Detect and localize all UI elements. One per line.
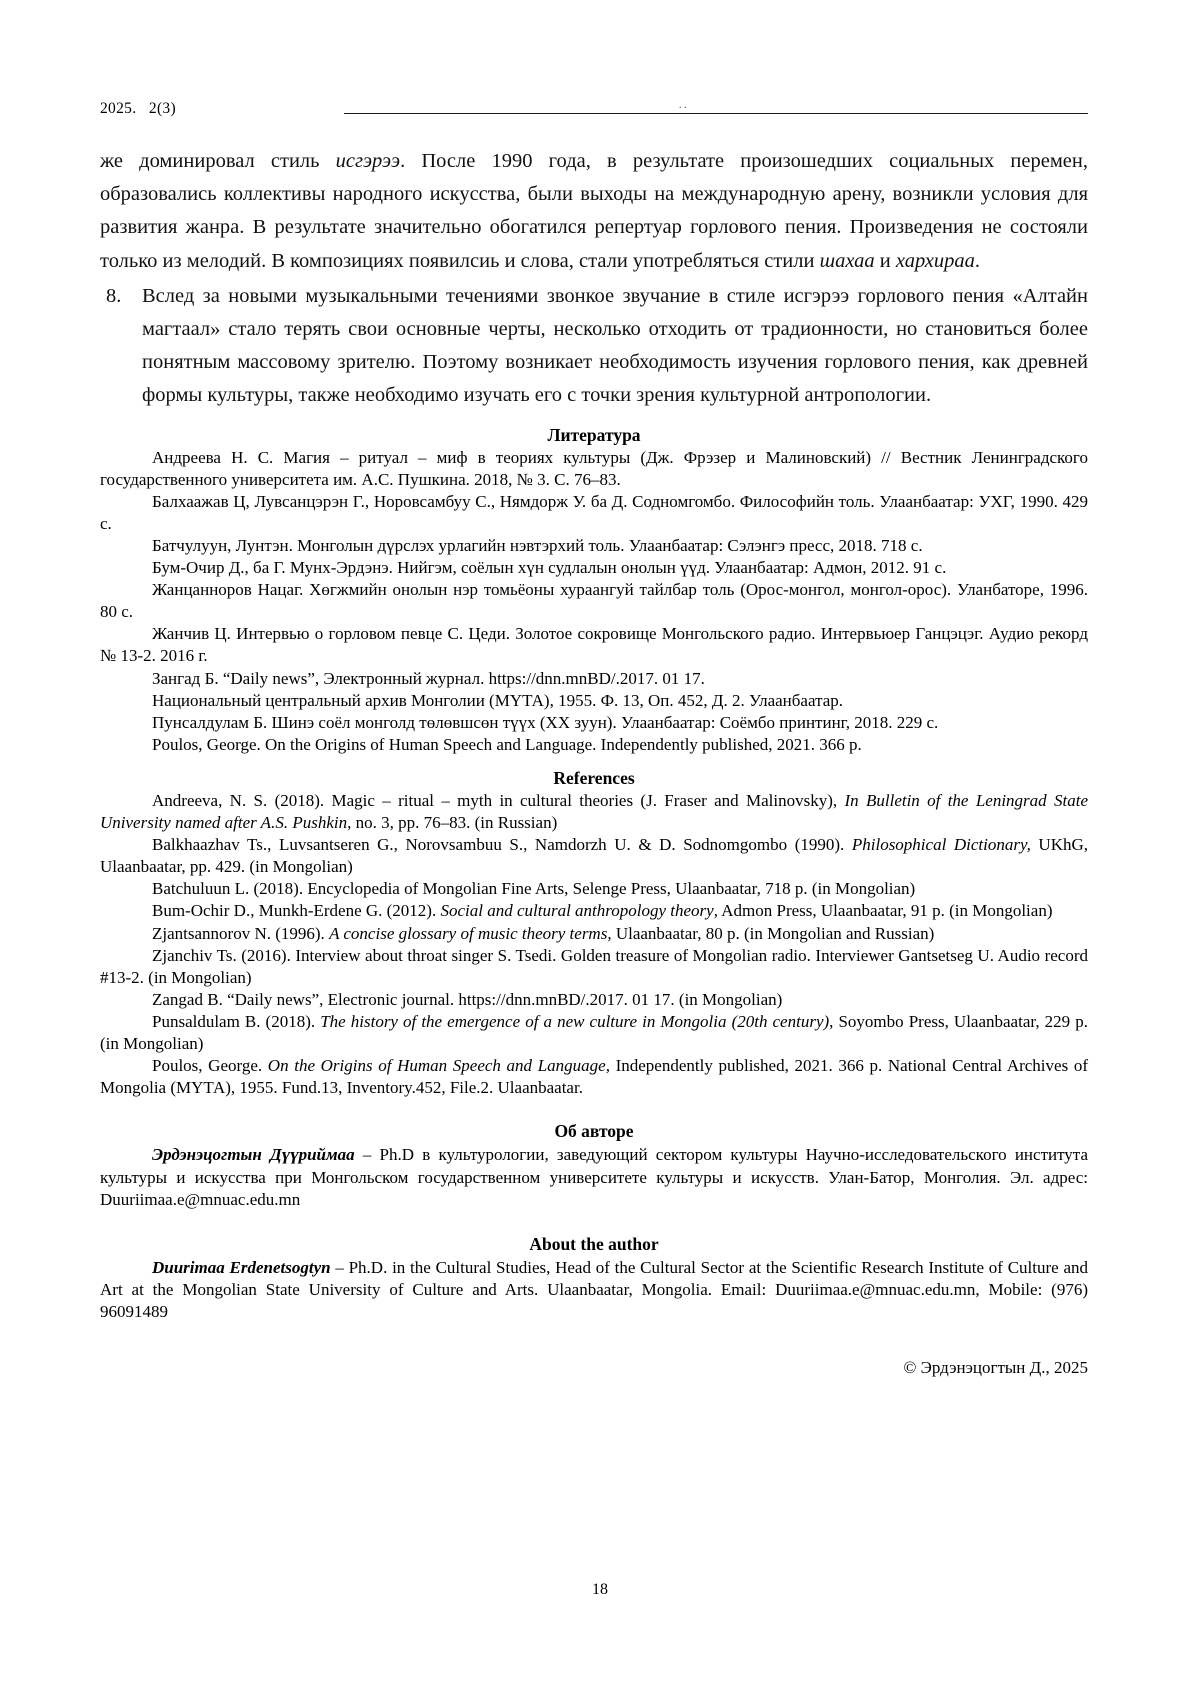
reference-text-tail: Independently published, 2021. 366 p. National Central Archives of Mongolia (МҮТА), 1955. Fund.13, Inventory.452, File.2. Ulaanbaatar. xyxy=(100,1056,1088,1098)
reference-source-italic: Social and cultural anthropology theory xyxy=(440,901,714,921)
reference-text: Balkhaazhav Ts., Luvsantseren G., Norovsambuu S., Namdorzh U. & D. Sodnomgombo (1990). xyxy=(152,835,852,855)
reference-entry xyxy=(100,989,1088,1011)
reference-text-tail: UKhG, Ulaanbaatar, pp. 429. (in Mongolian) xyxy=(100,835,1088,877)
author-name-ru: Эрдэнэцогтын Дүүриймаа xyxy=(152,1145,355,1165)
italic-term-shahaa: шахаа xyxy=(819,249,875,272)
author-bio-en: – Ph.D. in the Cultural Studies, Head of the Cultural Sector at the Scientific Research Institute of Culture and Art at the Mongolian State University of Culture and Arts. Ulaanbaatar, Mongolia. Email: Duuriimaa.e@mnuac.edu.mn, Mobile: (976) 96091489 xyxy=(100,1257,1089,1322)
page-number: 18 xyxy=(592,1581,608,1598)
reference-text: Zangad B. “Daily news”, Electronic journal. https://dnn.mnBD/.2017. 01 17. (in Mongolian) xyxy=(152,989,783,1009)
reference-entry: Национальный центральный архив Монголии (МҮТА), 1955. Ф. 13, Оп. 452, Д. 2. Улаанбаатар. xyxy=(152,690,844,710)
reference-text: Zjanchiv Ts. (2016). Interview about throat singer S. Tsedi. Golden treasure of Mongolian radio. Interviewer Gantsetseg U. Audio record #13-2. (in Mongolian) xyxy=(100,945,1088,987)
list-item-text: Вслед за новыми музыкальными течениями звонкое звучание в стиле исгэрээ горлового пения «Алтайн магтаал» стало терять свои основные черты, несколько отходить от традионности, но становиться более понятным массовому зрителю. Поэтому возникает необходимость изучения горлового пения, как древней формы культуры, также необходимо изучать его с точки зрения культурной антропологии. xyxy=(142,284,1088,407)
reference-entry xyxy=(100,878,1088,900)
reference-entry xyxy=(100,1011,1088,1055)
reference-entry xyxy=(100,900,1088,922)
reference-entry xyxy=(100,834,1088,878)
para-before-italic-1: же доминировал стиль xyxy=(100,150,336,172)
about-author-ru-text xyxy=(100,1144,1088,1211)
reference-entry: Зангад Б. “Daily news”, Электронный журнал. https://dnn.mnBD/.2017. 01 17. xyxy=(152,668,705,688)
reference-source-italic: On the Origins of Human Speech and Language, xyxy=(267,1056,610,1076)
reference-source-italic: A concise glossary of music theory terms, xyxy=(329,923,612,943)
para-conjunction: и xyxy=(874,249,896,272)
reference-entry: Жанцанноров Нацаг. Хөгжмийн онолын нэр томьёоны хураангуй тайлбар толь (Орос-монгол, монгол-орос). Уланбаторе, 1996. 80 с. xyxy=(100,580,1088,622)
reference-entry: Андреева Н. С. Магия – ритуал – миф в теориях культуры (Дж. Фрэзер и Малиновский) // Вестник Ленинградского государственного университета им. А.С. Пушкина. 2018, № 3. С. 76–83. xyxy=(100,447,1088,489)
reference-entry xyxy=(100,945,1088,989)
reference-text: Batchuluun L. (2018). Encyclopedia of Mongolian Fine Arts, Selenge Press, Ulaanbaatar, 718 p. (in Mongolian) xyxy=(152,879,916,899)
reference-text: Zjantsannorov N. (1996). xyxy=(152,923,330,943)
reference-text-tail: , no. 3, pp. 76–83. (in Russian) xyxy=(347,813,558,833)
reference-entry: Балхаажав Ц, Лувсанцэрэн Г., Норовсамбуу С., Нямдорж У. ба Д. Содномгомбо. Философийн толь. Улаанбаатар: УХГ, 1990. 429 с. xyxy=(100,491,1088,533)
reference-text-tail: , Admon Press, Ulaanbaatar, 91 p. (in Mongolian) xyxy=(713,901,1053,921)
para-tail: . xyxy=(974,249,981,272)
reference-source-italic: Philosophical Dictionary, xyxy=(851,835,1031,855)
reference-entry: Пунсалдулам Б. Шинэ соёл монголд төлөвшсөн түүх (ХХ зуун). Улаанбаатар: Соёмбо принтинг, 2018. 229 с. xyxy=(152,712,939,732)
about-author-en xyxy=(100,1257,1088,1324)
reference-text: Punsaldulam B. (2018). xyxy=(152,1011,321,1031)
copyright-line: © Эрдэнэцогтын Д., 2025 xyxy=(903,1357,1088,1377)
list-item-number: 8. xyxy=(106,284,122,307)
issue-number: 2025. 2(3) xyxy=(100,100,176,117)
header-rule xyxy=(344,113,1088,114)
italic-term-kharkhiraa: хархираа xyxy=(895,249,975,272)
about-author-ru-heading: Об авторе xyxy=(554,1121,634,1142)
reference-text: Poulos, George. xyxy=(152,1056,268,1076)
reference-entry: Poulos, George. On the Origins of Human Speech and Language. Independently published, 2021. 366 p. xyxy=(152,734,862,754)
reference-entry: Бум-Очир Д., ба Г. Мунх-Эрдэнэ. Нийгэм, соёлын хүн судлалын онолын үүд. Улаанбаатар: Адмон, 2012. 91 с. xyxy=(152,558,947,578)
reference-source-italic: In Bulletin of the Leningrad State University named after A.S. Pushkin xyxy=(100,790,1088,833)
reference-entry: Батчулуун, Лунтэн. Монголын дүрслэх урлагийн нэвтэрхий толь. Улаанбаатар: Сэлэнгэ пресс, 2018. 718 с. xyxy=(152,536,923,555)
running-head xyxy=(100,95,1088,119)
para-after-italic-1: . После 1990 года, в результате произошедших социальных перемен, образовались коллективы народного искусства, были выходы на международную арену, возникли условия для развития жанра. В результате значительно обогатился репертуар горлового пения. Произведения не состояли только из мелодий. В композициях появилсиь и слова, стали употребляться стили xyxy=(100,150,1088,272)
body-text xyxy=(100,145,1088,413)
reference-entry: Жанчив Ц. Интервью о горловом певце С. Цеди. Золотое сокровище Монгольского радио. Интервьюер Ганцэцэг. Аудио рекорд № 13-2. 2016 г. xyxy=(100,624,1088,666)
about-author-ru xyxy=(100,1144,1088,1211)
author-bio-ru: – Ph.D в культурологии, заведующий сектором культуры Научно-исследовательского института культуры и искусства при Монгольском государственном университете культуры и искусств. Улан-Батор, Монголия. Эл. адрес: Duuriimaa.e@mnuac.edu.mn xyxy=(100,1145,1088,1210)
about-author-en-text xyxy=(100,1257,1088,1324)
about-author-en-heading: About the author xyxy=(529,1233,659,1254)
reference-text: Andreeva, N. S. (2018). Magic – ritual – myth in cultural theories (J. Fraser and Malinovsky), xyxy=(152,790,845,810)
reference-text: Bum-Ochir D., Munkh-Erdene G. (2012). xyxy=(152,901,441,921)
continued-paragraph xyxy=(100,145,1088,278)
reference-entry xyxy=(100,790,1088,834)
literature-heading: Литература xyxy=(547,424,641,445)
reference-entry xyxy=(100,923,1088,945)
reference-text-tail: , Soyombo Press, Ulaanbaatar, 229 p. (in Mongolian) xyxy=(100,1011,1088,1053)
references-list xyxy=(100,790,1088,1099)
literature-list xyxy=(100,447,1088,756)
reference-text-tail: Ulaanbaatar, 80 p. (in Mongolian and Russian) xyxy=(611,923,935,943)
list-item xyxy=(100,280,1088,413)
references-heading: References xyxy=(553,767,635,788)
reference-source-italic: The history of the emergence of a new culture in Mongolia (20th century) xyxy=(320,1011,830,1031)
italic-term-isgeree: исгэрээ xyxy=(335,150,401,172)
reference-entry xyxy=(100,1055,1088,1099)
author-name-en: Duurimaa Erdenetsogtyn xyxy=(152,1257,331,1277)
